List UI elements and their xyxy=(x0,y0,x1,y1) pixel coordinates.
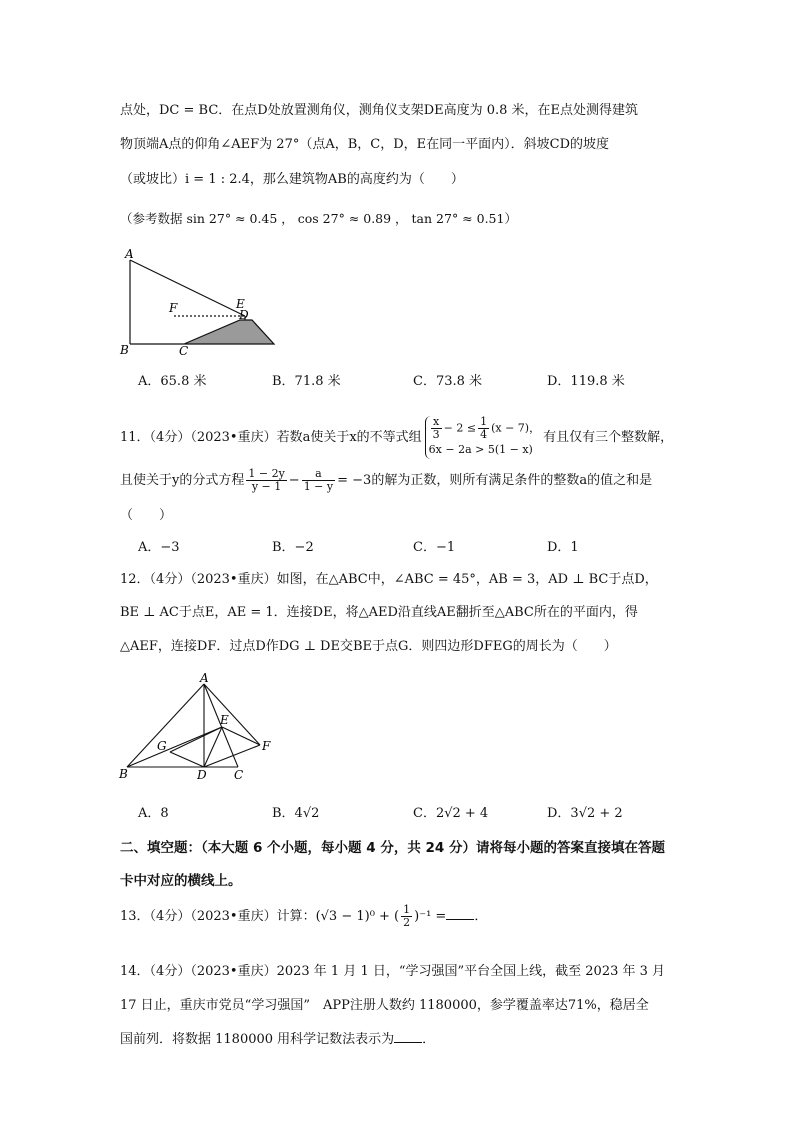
q12-option-b: B．4√2 xyxy=(272,806,320,821)
q10-line-3: （或坡比）i = 1 : 2.4，那么建筑物AB的高度约为（ ） xyxy=(120,172,464,187)
q12-option-a: A．8 xyxy=(138,806,169,821)
q13-frac: $\frac{1}{2}$ xyxy=(403,903,411,929)
q11-frac-x3: $\frac{x}{3}$ xyxy=(432,415,440,441)
q10-figure xyxy=(112,246,282,361)
q11-inequality-system: $\frac{x}{3}$ − 2 ≤ $\frac{1}{4}$ (x − 7)， 6x − 2a > 5(1 − x) xyxy=(425,416,540,459)
q10-label-f: F xyxy=(169,301,178,315)
q11-option-d: D．1 xyxy=(547,540,579,555)
q12-label-a: A xyxy=(200,672,209,685)
q10-label-b: B xyxy=(120,343,129,357)
q11-pre: 11．（4分）（2023•重庆）若数a使关于x的不等式组 xyxy=(120,430,422,445)
q10-label-d: D xyxy=(239,308,249,322)
q11-line-3: （ ） xyxy=(120,508,173,523)
q10-label-e: E xyxy=(236,297,245,311)
q10-option-c: C．73.8 米 xyxy=(413,374,483,389)
q14-line-3: 国前列．将数据 1180000 用科学记数法表示为 ． xyxy=(120,1032,436,1047)
q11-option-a: A．−3 xyxy=(138,540,180,555)
q11-option-b: B．−2 xyxy=(272,540,314,555)
q12-line-2: BE ⊥ AC于点E，AE = 1．连接DE，将△AED沿直线AE翻折至△ABC所在的平面内，得 xyxy=(120,605,638,620)
q10-option-d: D．119.8 米 xyxy=(547,374,625,389)
q12-label-g: G xyxy=(157,739,167,753)
q10-label-c: C xyxy=(179,344,189,358)
q10-line-1: 点处，DC = BC．在点D处放置测角仪，测角仪支架DE高度为 0.8 米，在E点处测得建筑 xyxy=(120,103,639,118)
q10-line-2: 物顶端A点的仰角∠AEF为 27°（点A，B，C，D，E在同一平面内）．斜坡CD的坡度 xyxy=(120,137,610,152)
q10-option-a: A．65.8 米 xyxy=(138,374,207,389)
q10-label-a: A xyxy=(125,247,134,261)
section2-heading-line-1: 二、填空题：（本大题 6 个小题，每小题 4 分，共 24 分）请将每小题的答案直接填在答题 xyxy=(120,840,666,856)
q13-line: 13．（4分）（2023•重庆）计算：(√3 − 1)⁰ + ( $\frac{1}{2}$ )⁻¹ = ． xyxy=(120,903,488,929)
q14-line-2: 17 日止，重庆市党员“学习强国” APP注册人数约 1180000，参学覆盖率达71%，稳居全 xyxy=(120,998,649,1013)
q14-answer-blank xyxy=(394,1030,422,1043)
q11-frac-1: $\frac{1 - 2y}{y - 1}$ xyxy=(248,467,285,493)
q10-reference-data: （参考数据 sin 27° ≈ 0.45 ， cos 27° ≈ 0.89 ， tan 27° ≈ 0.51） xyxy=(120,211,517,226)
q11-option-c: C．−1 xyxy=(413,540,456,555)
q12-label-b: B xyxy=(119,767,128,781)
q11-line-2: 且使关于y的分式方程 $\frac{1 - 2y}{y - 1}$ − $\frac{a}{1 - y}$ = −3的解为正数，则所有满足条件的整数a的值之和是 xyxy=(120,467,653,493)
q12-label-d: D xyxy=(197,768,207,782)
q12-label-c: C xyxy=(234,768,244,782)
q12-line-1: 12．（4分）（2023•重庆）如图，在△ABC中，∠ABC = 45°，AB = 3，AD ⊥ BC于点D， xyxy=(120,572,658,587)
q14-line-1: 14．（4分）（2023•重庆）2023 年 1 月 1 日，“学习强国”平台全国上线，截至 2023 年 3 月 xyxy=(120,964,666,979)
q11-frac-2: $\frac{a}{1 - y}$ xyxy=(303,467,334,493)
q12-label-e: E xyxy=(220,713,229,727)
q12-option-c: C．2√2 + 4 xyxy=(413,806,489,821)
q10-line-ae xyxy=(130,260,245,316)
q10-slope-shaded xyxy=(184,320,274,344)
section2-heading-line-2: 卡中对应的横线上。 xyxy=(120,873,242,889)
q11-frac-14: $\frac{1}{4}$ xyxy=(480,415,488,441)
q12-line-3: △AEF，连接DF．过点D作DG ⊥ DE交BE于点G．则四边形DFEG的周长为（ ） xyxy=(120,639,617,654)
q12-label-f: F xyxy=(262,739,271,753)
q13-answer-blank xyxy=(446,907,474,920)
q12-figure xyxy=(112,672,282,787)
q11-post: 有且仅有三个整数解， xyxy=(543,430,674,445)
q11-line-1 xyxy=(120,416,673,459)
q10-option-b: B．71.8 米 xyxy=(272,374,341,389)
q12-option-d: D．3√2 + 2 xyxy=(547,806,623,821)
